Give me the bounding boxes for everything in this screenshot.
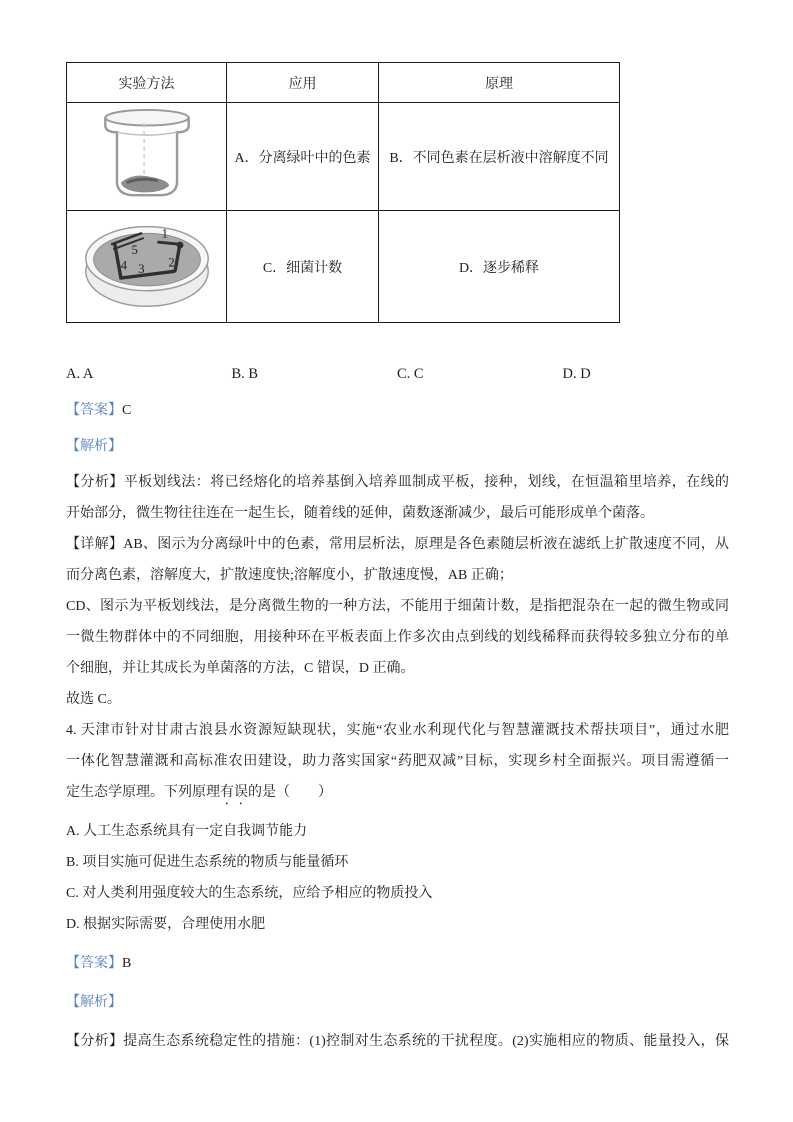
table-header-principle: 原理: [379, 63, 620, 103]
streak-label-5: 5: [130, 242, 138, 257]
streak-label-3: 3: [137, 262, 145, 277]
streak-label-4: 4: [120, 258, 127, 273]
text-line: [66, 395, 729, 426]
text-line: [66, 948, 729, 979]
streak-label-1: 1: [161, 226, 168, 241]
cell-method-image-beaker: [67, 103, 227, 211]
text-span: 开始部分，微生物往往连在一起生长，随着线的延伸，菌数逐渐减少，最后可能形成单个菌落。: [66, 506, 654, 521]
text-span: 一微生物群体中的不同细胞，用接种环在平板表面上作多次由点到线的划线稀释而获得较多独立分布的单: [66, 630, 729, 645]
experiment-methods-table: [66, 62, 620, 323]
text-span: 一体化智慧灌溉和高标准农田建设，助力落实国家“药肥双减”目标，实现乡村全面振兴。项目需遵循一: [66, 754, 729, 769]
cell-application-1: A．分离绿叶中的色素: [227, 103, 379, 211]
text-span: A. 人工生态系统具有一定自我调节能力: [66, 824, 308, 839]
option-a: A. A: [66, 366, 94, 382]
text-line: [66, 560, 729, 591]
content-flow: [66, 359, 729, 1057]
text-line: [66, 987, 729, 1018]
label-bracket-blue: 【解析】: [66, 439, 122, 454]
text-line: [66, 777, 729, 808]
text-span: 故选 C。: [66, 692, 121, 707]
text-span: 【分析】提高生态系统稳定性的措施：(1)控制对生态系统的干扰程度。(2)实施相应的物质、能量投入，保: [66, 1034, 729, 1049]
text-line: [66, 816, 729, 847]
streak-label-2: 2: [167, 255, 175, 270]
table-row: [67, 211, 620, 323]
label-bracket-blue: 【解析】: [66, 995, 122, 1010]
cell-principle-2: D．逐步稀释: [379, 211, 620, 323]
label-bracket-blue: 【答案】: [66, 403, 122, 418]
emphasized-text: 有误: [220, 785, 248, 800]
cell-principle-1: B．不同色素在层析液中溶解度不同: [379, 103, 620, 211]
option-d: D. D: [562, 366, 591, 382]
text-line: [66, 467, 729, 498]
text-line: [66, 684, 729, 715]
table-header-row: [67, 63, 620, 103]
table-row: [67, 103, 620, 211]
text-span: 4. 天津市针对甘肃古浪县水资源短缺现状，实施“农业水利现代化与智慧灌溉技术帮扶项目”，通过水肥: [66, 723, 729, 738]
table-header-application: 应用: [227, 63, 379, 103]
text-line: [66, 498, 729, 529]
text-line: [66, 653, 729, 684]
text-span: 个细胞，并让其成长为单菌落的方法，C 错误，D 正确。: [66, 661, 415, 676]
beaker-sketch-image: [84, 106, 210, 203]
option-b: B. B: [231, 366, 259, 382]
question-options-row: [66, 359, 729, 390]
text-span: D. 根据实际需要，合理使用水肥: [66, 917, 266, 932]
text-line: [66, 878, 729, 909]
text-span: 【分析】平板划线法：将已经熔化的培养基倒入培养皿制成平板，接种，划线，在恒温箱里培养，在线的: [66, 475, 729, 490]
cell-application-2: C．细菌计数: [227, 211, 379, 323]
option-c: C. C: [397, 366, 424, 382]
text-span: 【详解】AB、图示为分离绿叶中的色素，常用层析法，原理是各色素随层析液在滤纸上扩散速度不同，从: [66, 537, 729, 552]
label-bracket-blue: 【答案】: [66, 956, 122, 971]
text-line: [66, 431, 729, 462]
text-span: C. 对人类利用强度较大的生态系统，应给予相应的物质投入: [66, 886, 433, 901]
text-line: [66, 1026, 729, 1057]
text-line: [66, 591, 729, 622]
text-span: CD、图示为平板划线法，是分离微生物的一种方法，不能用于细菌计数，是指把混杂在一起的微生物或同: [66, 599, 729, 614]
petri-dish-streak-plate-image: [79, 213, 215, 315]
text-span: C: [122, 403, 132, 418]
text-span: B: [122, 956, 132, 971]
cell-method-image-petri-dish: [67, 211, 227, 323]
text-span: B. 项目实施可促进生态系统的物质与能量循环: [66, 855, 349, 870]
text-line: [66, 715, 729, 746]
text-span: 的是（ ）: [248, 785, 332, 800]
text-line: [66, 746, 729, 777]
text-line: [66, 622, 729, 653]
text-line: [66, 529, 729, 560]
text-span: 而分离色素，溶解度大，扩散速度快;溶解度小，扩散速度慢，AB 正确；: [66, 568, 513, 583]
text-line: [66, 909, 729, 940]
table-header-method: 实验方法: [67, 63, 227, 103]
text-span: 定生态学原理。下列原理: [66, 785, 220, 800]
text-line: [66, 847, 729, 878]
